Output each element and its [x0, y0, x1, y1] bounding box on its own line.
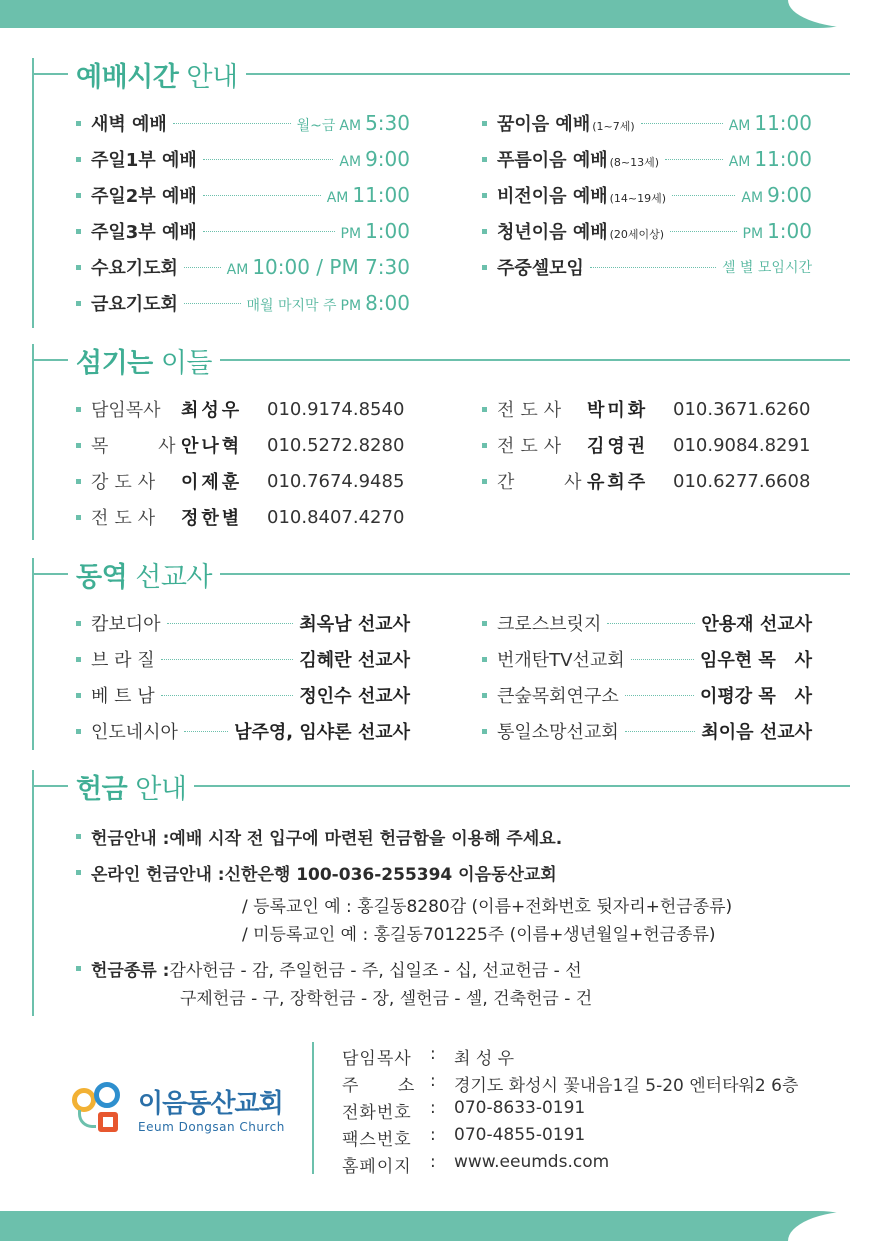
missionary-row: 브 라 질 김혜란 선교사 — [76, 646, 410, 672]
church-name-english: Eeum Dongsan Church — [138, 1119, 285, 1134]
offering-title: 헌금 안내 — [76, 773, 187, 805]
missionary-row: 통일소망선교회 최이음 선교사 — [482, 718, 812, 744]
missionary-row: 큰숲목회연구소 이평강 목 사 — [482, 682, 812, 708]
staff-row: 강도사 이제훈 010.7674.9485 — [76, 468, 404, 494]
worship-item: 청년이음 예배 (20세이상) PM 1:00 — [482, 218, 812, 244]
worship-item: 주일1부 예배 AM 9:00 — [76, 146, 410, 172]
info-address: 주 소 : 경기도 화성시 꽃내음1길 5-20 엔터타워2 6층 — [342, 1071, 799, 1096]
worship-item: 새벽 예배 월~금 AM 5:30 — [76, 110, 410, 136]
missionary-row: 크로스브릿지 안용재 선교사 — [482, 610, 812, 636]
worship-item: 주일2부 예배 AM 11:00 — [76, 182, 410, 208]
missionary-row: 베 트 남 정인수 선교사 — [76, 682, 410, 708]
info-pastor: 담임목사 : 최 성 우 — [342, 1044, 515, 1069]
staff-row: 목 사 안나혁 010.5272.8280 — [76, 432, 404, 458]
worship-item: 꿈이음 예배 (1~7세) AM 11:00 — [482, 110, 812, 136]
staff-row: 전도사 김영권 010.9084.8291 — [482, 432, 810, 458]
bottom-decorative-band — [0, 1211, 878, 1241]
missionaries-title: 동역 선교사 — [76, 561, 213, 593]
info-phone: 전화번호 : 070-8633-0191 — [342, 1098, 586, 1123]
staff-row: 전도사 정한별 010.8407.4270 — [76, 504, 404, 530]
homepage-link[interactable]: www.eeumds.com — [454, 1152, 610, 1172]
worship-item: 주일3부 예배 PM 1:00 — [76, 218, 410, 244]
offering-section — [32, 770, 848, 1016]
missionaries-header — [32, 558, 850, 593]
worship-item: 푸름이음 예배 (8~13세) AM 11:00 — [482, 146, 812, 172]
info-homepage[interactable]: 홈페이지 : www.eeumds.com — [342, 1152, 610, 1177]
servants-section — [32, 344, 848, 540]
worship-title: 예배시간 안내 — [76, 61, 238, 93]
church-name-korean: 이음동산교회 — [138, 1088, 283, 1119]
worship-header — [32, 58, 850, 93]
church-logo — [72, 1082, 285, 1134]
offering-example-registered: / 등록교인 예 : 홍길동8280감 (이름+전화번호 뒷자리+헌금종류) — [242, 897, 733, 917]
staff-row: 담임목사 최성우 010.9174.8540 — [76, 396, 404, 422]
offering-kinds: 헌금종류 : 감사헌금 - 감, 주일헌금 - 주, 십일조 - 십, 선교헌금 - 선 — [76, 956, 582, 981]
missionary-row: 캄보디아 최옥남 선교사 — [76, 610, 410, 636]
top-decorative-band — [0, 0, 878, 28]
church-logo-icon — [72, 1082, 132, 1134]
footer-divider — [312, 1042, 314, 1174]
staff-row: 전도사 박미화 010.3671.6260 — [482, 396, 810, 422]
staff-row: 간 사 유희주 010.6277.6608 — [482, 468, 810, 494]
servants-title: 섬기는 이들 — [76, 347, 212, 379]
missionary-row: 인도네시아 남주영, 임샤론 선교사 — [76, 718, 410, 744]
worship-item: 금요기도회 매월 마지막 주 PM 8:00 — [76, 290, 410, 316]
worship-item: 비전이음 예배 (14~19세) AM 9:00 — [482, 182, 812, 208]
online-offering: 온라인 헌금안내 : 신한은행 100-036-255394 이음동산교회 — [76, 860, 557, 885]
worship-section — [32, 58, 848, 328]
offering-example-unregistered: / 미등록교인 예 : 홍길동701225주 (이름+생년월일+헌금종류) — [242, 925, 716, 945]
missionary-row: 번개탄TV선교회 임우현 목 사 — [482, 646, 812, 672]
offering-kinds-2: 구제헌금 - 구, 장학헌금 - 장, 셀헌금 - 셀, 건축헌금 - 건 — [180, 989, 593, 1009]
offering-guide: 헌금안내 : 예배 시작 전 입구에 마련된 헌금함을 이용해 주세요. — [76, 824, 562, 849]
offering-header — [32, 770, 850, 805]
missionaries-section — [32, 558, 848, 750]
worship-item: 수요기도회 AM 10:00 / PM 7:30 — [76, 254, 410, 280]
info-fax: 팩스번호 : 070-4855-0191 — [342, 1125, 586, 1150]
servants-header — [32, 344, 850, 379]
worship-item: 주중셀모임 셀 별 모임시간 — [482, 254, 812, 280]
